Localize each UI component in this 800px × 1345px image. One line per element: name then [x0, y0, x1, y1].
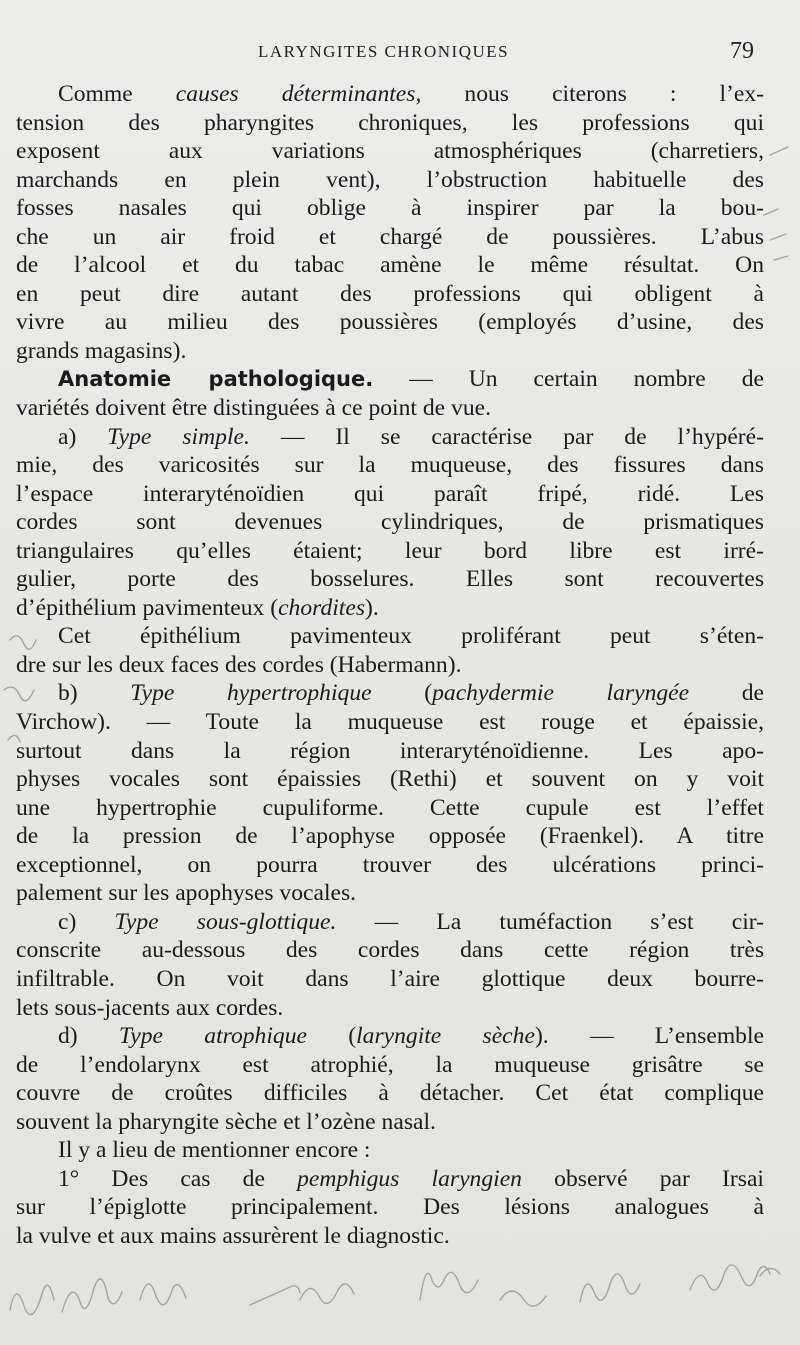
text-segment: physes vocales sont épaissies (Rethi) et souvent on y voit: [16, 766, 764, 793]
page-number: 79: [730, 38, 754, 64]
text-segment: de l’endolarynx est atrophié, la muqueuse grisâtre se: [16, 1051, 764, 1078]
body-text: [16, 80, 764, 1250]
text-segment: — Un certain nombre de: [373, 366, 764, 393]
text-segment: — Il se caractérise par de l’hypéré-: [249, 423, 764, 450]
text-line: [16, 223, 764, 252]
text-segment: grands magasins).: [16, 337, 187, 364]
italic-term: Type hypertrophique: [130, 680, 372, 707]
text-line: [16, 166, 764, 195]
text-segment: de la pression de l’apophyse opposée (Fraenkel). A titre: [16, 823, 764, 850]
text-segment: en peut dire autant des professions qui obligent à: [16, 280, 764, 307]
text-segment: variétés doivent être distinguées à ce point de vue.: [16, 395, 491, 422]
text-line: [16, 137, 764, 166]
italic-term: causes déterminantes,: [175, 81, 422, 107]
text-segment: nous citerons : l’ex-: [421, 81, 764, 107]
text-segment: une hypertrophie cupuliforme. Cette cupule est l’effet: [16, 794, 764, 821]
italic-term: pachydermie laryngée: [432, 680, 690, 707]
text-segment: mie, des varicosités sur la muqueuse, des fissures dans: [16, 452, 764, 479]
text-line: [16, 1051, 764, 1080]
text-line: [16, 365, 764, 394]
text-segment: Cet épithélium pavimenteux proliférant peut s’éten-: [58, 623, 764, 650]
text-segment: observé par Irsai: [521, 1165, 764, 1192]
text-segment: (: [371, 680, 433, 707]
text-segment: vivre au milieu des poussières (employés d’usine, des: [16, 309, 764, 336]
text-segment: cordes sont devenues cylindriques, de prismatiques: [16, 509, 764, 536]
text-segment: — La tuméfaction s’est cir-: [336, 908, 764, 935]
text-segment: tension des pharyngites chroniques, les professions qui: [16, 109, 764, 136]
text-segment: infiltrable. On voit dans l’aire glottique deux bourre-: [16, 965, 764, 992]
text-line: [16, 851, 764, 880]
italic-term: chordites: [278, 594, 366, 621]
text-line: [16, 1193, 764, 1222]
italic-term: Type sous-glottique.: [114, 908, 337, 935]
text-segment: triangulaires qu’elles étaient; leur bord libre est irré-: [16, 537, 764, 564]
text-segment: c): [58, 908, 115, 935]
text-segment: Comme: [58, 81, 176, 107]
text-line: [16, 822, 764, 851]
text-line: [16, 765, 764, 794]
text-segment: couvre de croûtes difficiles à détacher. Cet état complique: [16, 1080, 764, 1107]
text-line: [16, 679, 764, 708]
italic-term: laryngite sèche: [356, 1023, 535, 1050]
text-segment: ).: [365, 594, 379, 621]
running-head: [0, 38, 800, 68]
text-segment: ). — L’ensemble: [534, 1023, 764, 1050]
text-line: [16, 651, 764, 680]
italic-term: Type atrophique: [118, 1023, 307, 1050]
text-line: [16, 308, 764, 337]
text-line: [16, 109, 764, 138]
text-segment: l’espace interaryténoïdien qui paraît fripé, ridé. Les: [16, 480, 764, 507]
text-line: [16, 908, 764, 937]
text-segment: 1° Des cas de: [58, 1165, 298, 1192]
text-segment: Il y a lieu de mentionner encore :: [58, 1137, 371, 1164]
text-segment: d’épithélium pavimenteux (: [16, 594, 279, 621]
text-line: [16, 879, 764, 908]
text-segment: Virchow). — Toute la muqueuse est rouge et épaissie,: [16, 709, 764, 736]
text-line: [16, 1165, 764, 1194]
text-segment: exceptionnel, on pourra trouver des ulcérations princi-: [16, 851, 764, 878]
text-segment: dre sur les deux faces des cordes (Habermann).: [16, 651, 462, 678]
italic-term: Type simple.: [107, 423, 250, 450]
text-segment: surtout dans la région interaryténoïdienne. Les apo-: [16, 737, 764, 764]
section-heading: Anatomie pathologique.: [58, 367, 374, 392]
text-line: [16, 994, 764, 1023]
text-line: [16, 708, 764, 737]
text-line: [16, 965, 764, 994]
text-segment: de: [689, 680, 764, 707]
text-line: [16, 1136, 764, 1165]
text-segment: (: [306, 1023, 357, 1050]
text-line: [16, 480, 764, 509]
text-segment: souvent la pharyngite sèche et l’ozène nasal.: [16, 1108, 436, 1135]
text-line: [16, 337, 764, 366]
text-line: [16, 394, 764, 423]
text-segment: lets sous-jacents aux cordes.: [16, 994, 284, 1021]
text-line: [16, 194, 764, 223]
text-segment: sur l’épiglotte principalement. Des lésions analogues à: [16, 1194, 764, 1221]
text-line: [16, 1079, 764, 1108]
text-line: [16, 1108, 764, 1137]
text-line: [16, 1222, 764, 1251]
text-segment: che un air froid et chargé de poussières. L’abus: [16, 223, 764, 250]
text-line: [16, 737, 764, 766]
text-line: [16, 537, 764, 566]
text-segment: palement sur les apophyses vocales.: [16, 880, 357, 907]
text-line: [16, 423, 764, 452]
text-segment: la vulve et aux mains assurèrent le diagnostic.: [16, 1222, 450, 1249]
running-title: LARYNGITES CHRONIQUES: [258, 42, 510, 61]
text-line: [16, 936, 764, 965]
text-segment: de l’alcool et du tabac amène le même résultat. On: [16, 252, 764, 279]
text-segment: fosses nasales qui oblige à inspirer par la bou-: [16, 195, 764, 222]
text-line: [16, 794, 764, 823]
text-segment: a): [58, 423, 108, 450]
text-line: [16, 80, 764, 109]
text-line: [16, 251, 764, 280]
text-segment: d): [58, 1023, 119, 1050]
text-line: [16, 451, 764, 480]
text-line: [16, 508, 764, 537]
text-segment: marchands en plein vent), l’obstruction habituelle des: [16, 166, 764, 193]
text-segment: gulier, porte des bosselures. Elles sont recouvertes: [16, 566, 764, 593]
text-segment: exposent aux variations atmosphériques (charretiers,: [16, 138, 764, 165]
text-line: [16, 1022, 764, 1051]
italic-term: pemphigus laryngien: [297, 1165, 522, 1192]
text-line: [16, 280, 764, 309]
text-line: [16, 565, 764, 594]
text-line: [16, 594, 764, 623]
text-segment: conscrite au-dessous des cordes dans cette région très: [16, 937, 764, 964]
text-segment: b): [58, 680, 131, 707]
text-line: [16, 622, 764, 651]
